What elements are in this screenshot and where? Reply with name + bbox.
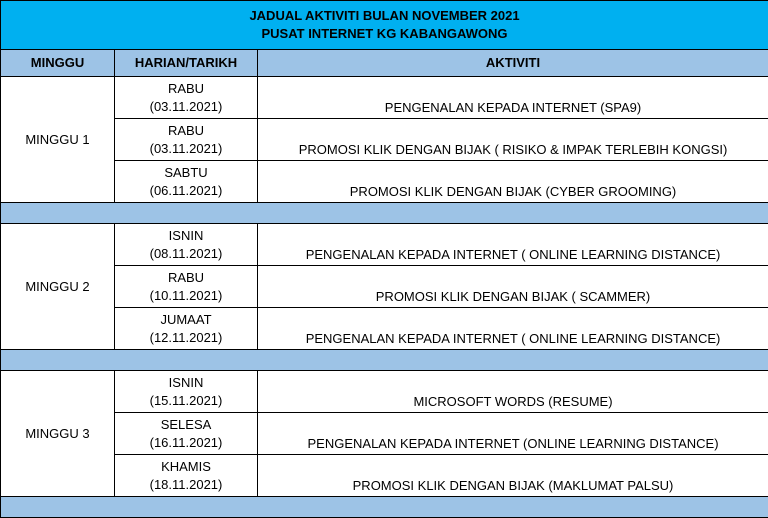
day-name: ISNIN — [115, 374, 257, 392]
activity-cell: PENGENALAN KEPADA INTERNET (ONLINE LEARNING DISTANCE) — [258, 413, 768, 455]
table-row — [1, 77, 768, 119]
day-name: SELESA — [115, 416, 257, 434]
date-text: (12.11.2021) — [115, 329, 257, 347]
day-date-cell — [115, 77, 258, 119]
day-date-cell — [115, 119, 258, 161]
day-date-cell — [115, 455, 258, 497]
day-name: RABU — [115, 269, 257, 287]
table-title — [1, 1, 768, 50]
day-name: KHAMIS — [115, 458, 257, 476]
week-label: MINGGU 2 — [1, 224, 115, 350]
week-separator — [1, 203, 768, 224]
date-text: (16.11.2021) — [115, 434, 257, 452]
week-separator-row — [1, 203, 768, 224]
week-separator-row — [1, 350, 768, 371]
title-row — [1, 1, 768, 50]
date-text: (15.11.2021) — [115, 392, 257, 410]
table-row — [1, 119, 768, 161]
week-separator — [1, 350, 768, 371]
table-row — [1, 371, 768, 413]
day-name: JUMAAT — [115, 311, 257, 329]
table-row — [1, 266, 768, 308]
day-date-cell — [115, 371, 258, 413]
header-row — [1, 50, 768, 77]
header-activity: AKTIVITI — [258, 50, 768, 77]
activity-cell: MICROSOFT WORDS (RESUME) — [258, 371, 768, 413]
table-row — [1, 308, 768, 350]
activity-cell: PROMOSI KLIK DENGAN BIJAK (CYBER GROOMING) — [258, 161, 768, 203]
day-date-cell — [115, 308, 258, 350]
day-date-cell — [115, 413, 258, 455]
week-separator-row — [1, 497, 768, 518]
day-name: RABU — [115, 80, 257, 98]
day-date-cell — [115, 161, 258, 203]
day-name: ISNIN — [115, 227, 257, 245]
date-text: (08.11.2021) — [115, 245, 257, 263]
table-row — [1, 455, 768, 497]
table-row — [1, 161, 768, 203]
week-label: MINGGU 1 — [1, 77, 115, 203]
date-text: (18.11.2021) — [115, 476, 257, 494]
title-line-2: PUSAT INTERNET KG KABANGAWONG — [1, 25, 768, 43]
day-date-cell — [115, 224, 258, 266]
day-date-cell — [115, 266, 258, 308]
activity-cell: PROMOSI KLIK DENGAN BIJAK ( SCAMMER) — [258, 266, 768, 308]
schedule-body — [1, 77, 768, 518]
title-line-1: JADUAL AKTIVITI BULAN NOVEMBER 2021 — [1, 7, 768, 25]
date-text: (03.11.2021) — [115, 98, 257, 116]
activity-cell: PROMOSI KLIK DENGAN BIJAK ( RISIKO & IMPAK TERLEBIH KONGSI) — [258, 119, 768, 161]
activity-cell: PENGENALAN KEPADA INTERNET (SPA9) — [258, 77, 768, 119]
header-date: HARIAN/TARIKH — [115, 50, 258, 77]
activity-cell: PENGENALAN KEPADA INTERNET ( ONLINE LEARNING DISTANCE) — [258, 308, 768, 350]
table-row — [1, 224, 768, 266]
header-week: MINGGU — [1, 50, 115, 77]
activity-cell: PENGENALAN KEPADA INTERNET ( ONLINE LEARNING DISTANCE) — [258, 224, 768, 266]
date-text: (06.11.2021) — [115, 182, 257, 200]
day-name: SABTU — [115, 164, 257, 182]
activity-cell: PROMOSI KLIK DENGAN BIJAK (MAKLUMAT PALSU) — [258, 455, 768, 497]
week-separator — [1, 497, 768, 518]
date-text: (03.11.2021) — [115, 140, 257, 158]
table-row — [1, 413, 768, 455]
date-text: (10.11.2021) — [115, 287, 257, 305]
week-label: MINGGU 3 — [1, 371, 115, 497]
day-name: RABU — [115, 122, 257, 140]
